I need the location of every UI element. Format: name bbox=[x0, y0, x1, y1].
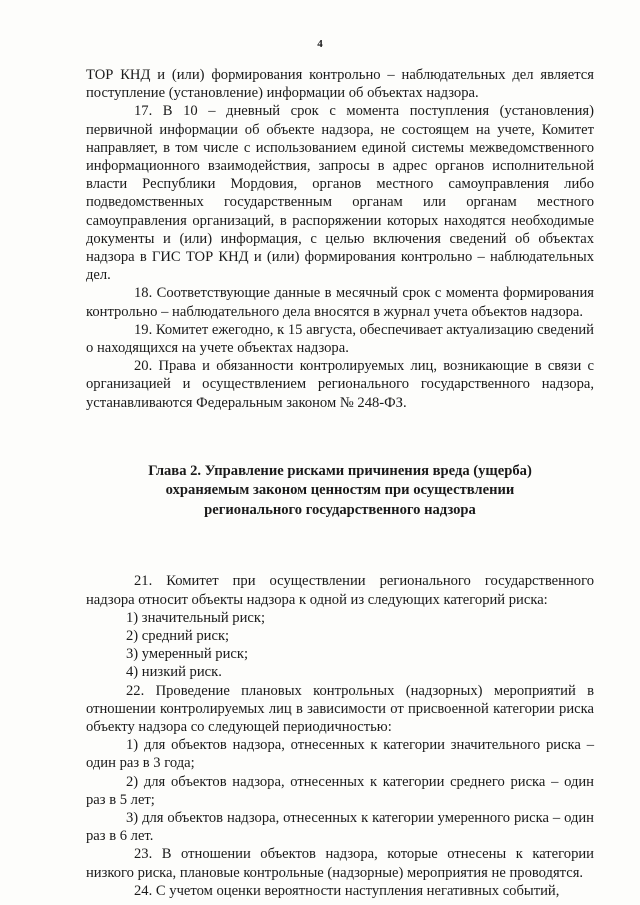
risk-category-item: 1) значительный риск; bbox=[126, 609, 266, 626]
document-body bbox=[86, 66, 594, 900]
periodicity-item: 3) для объектов надзора, отнесенных к категории умеренного риска – один раз в 6 лет. bbox=[86, 810, 594, 845]
chapter-title-line-1: Глава 2. Управление рисками причинения вреда (ущерба) bbox=[148, 462, 532, 479]
risk-category-item: 4) низкий риск. bbox=[126, 664, 222, 681]
periodicity-item: 2) для объектов надзора, отнесенных к категории среднего риска – один раз в 5 лет; bbox=[86, 773, 594, 808]
paragraph-21: 21. Комитет при осуществлении регионального государственного надзора относит объекты надзора к одной из следующих категорий риска: bbox=[86, 573, 594, 608]
chapter-title-line-2: охраняемым законом ценностям при осуществлении bbox=[165, 482, 515, 499]
paragraph-20: 20. Права и обязанности контролируемых лиц, возникающие в связи с организацией и осуществлением регионального государственного надзора, устанавливаются Федеральным законом № 248-ФЗ. bbox=[86, 358, 594, 411]
paragraph-23: 23. В отношении объектов надзора, которые отнесены к категории низкого риска, плановые контрольные (надзорные) мероприятия не проводятся. bbox=[86, 846, 594, 881]
paragraph-22: 22. Проведение плановых контрольных (надзорных) мероприятий в отношении контролируемых лиц в зависимости от присвоенной категории риска объекту надзора со следующей периодичностью: bbox=[86, 682, 594, 735]
chapter-title bbox=[86, 462, 594, 521]
paragraph-24: 24. С учетом оценки вероятности наступления негативных событий, bbox=[134, 882, 560, 899]
paragraph-18: 18. Соответствующие данные в месячный срок с момента формирования контрольно – наблюдательного дела вносятся в журнал учета объектов надзора. bbox=[86, 285, 594, 320]
risk-category-item: 2) средний риск; bbox=[126, 627, 230, 644]
paragraph-19: 19. Комитет ежегодно, к 15 августа, обеспечивает актуализацию сведений о находящихся на учете объектах надзора. bbox=[86, 321, 594, 357]
periodicity-item: 1) для объектов надзора, отнесенных к категории значительного риска – один раз в 3 года; bbox=[86, 737, 594, 772]
paragraph-continuation: ТОР КНД и (или) формирования контрольно – наблюдательных дел является поступление (установление) информации об объектах надзора. bbox=[86, 67, 594, 102]
risk-category-item: 3) умеренный риск; bbox=[126, 646, 249, 663]
page-number: 4 bbox=[317, 38, 323, 50]
chapter-title-line-3: регионального государственного надзора bbox=[204, 501, 476, 518]
paragraph-17: 17. В 10 – дневный срок с момента поступления (установления) первичной информации об объекте надзора, не состоящем на учете, Комитет направляет, в том числе с использованием единой системы межведомственного информационного взаимодействия, запросы в адрес органов исполнительной власти Республики Мордовия, органов местного самоуправления либо подведомственных государственным органам или органам местного самоуправления организаций, в распоряжении которых находятся необходимые документы и (или) информация, с целью включения сведений об объектах надзора в ГИС ТОР КНД и (или) формирования контрольно – наблюдательных дел. bbox=[86, 103, 594, 284]
